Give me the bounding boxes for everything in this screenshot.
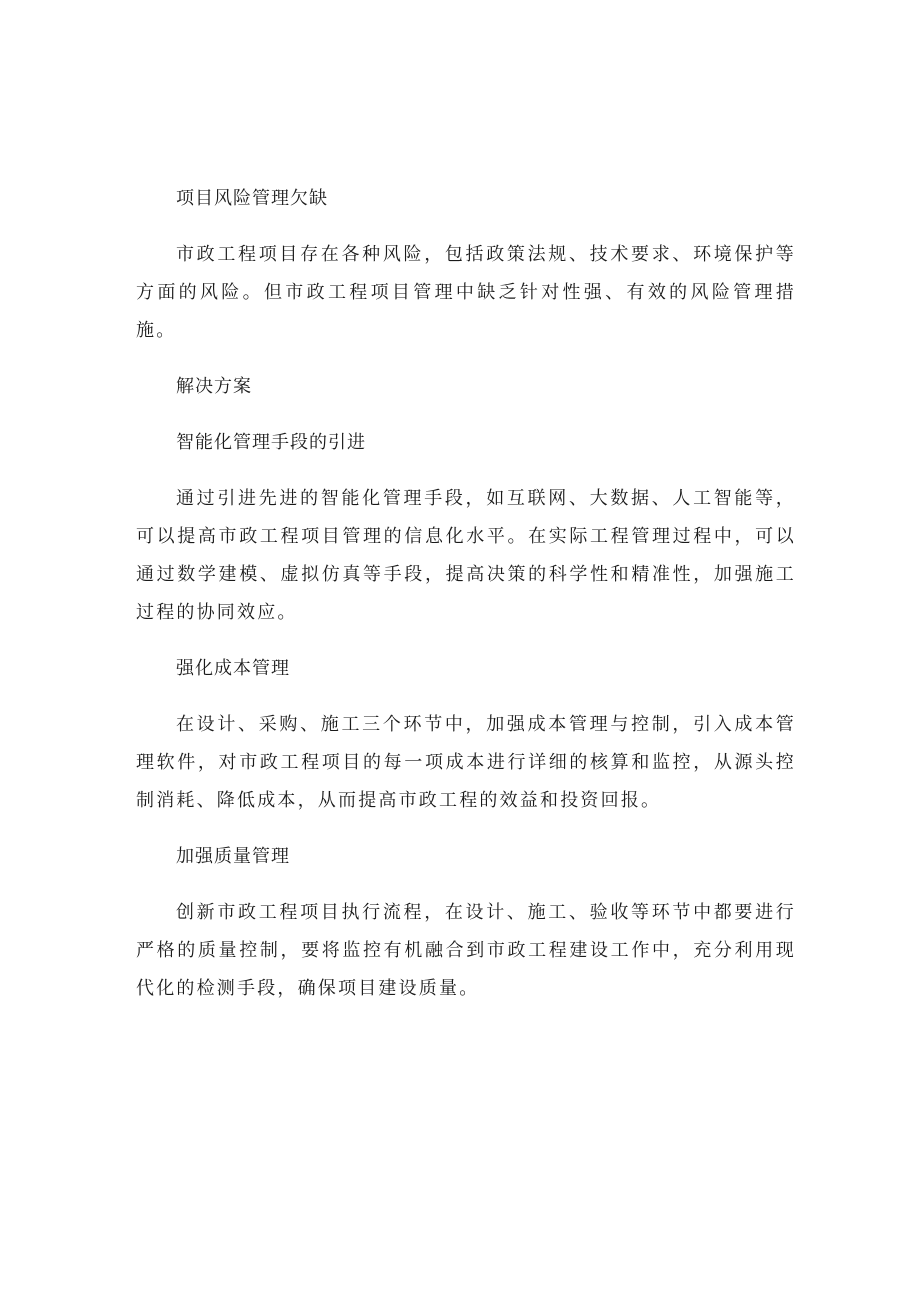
paragraph-quality-management: 创新市政工程项目执行流程，在设计、施工、验收等环节中都要进行严格的质量控制，要将监控有机融合到市政工程建设工作中，充分利用现代化的检测手段，确保项目建设质量。 xyxy=(136,902,796,999)
section-heading-solutions: 解决方案 xyxy=(176,376,252,397)
section-heading-intelligent-management: 智能化管理手段的引进 xyxy=(176,432,366,453)
paragraph-risk-management: 市政工程项目存在各种风险，包括政策法规、技术要求、环境保护等方面的风险。但市政工程项目管理中缺乏针对性强、有效的风险管理措施。 xyxy=(136,244,796,341)
section-heading-cost-management: 强化成本管理 xyxy=(176,658,290,679)
section-heading-risk-management: 项目风险管理欠缺 xyxy=(176,188,328,209)
paragraph-intelligent-management: 通过引进先进的智能化管理手段，如互联网、大数据、人工智能等，可以提高市政工程项目管理的信息化水平。在实际工程管理过程中，可以通过数学建模、虚拟仿真等手段，提高决策的科学性和精准性，加强施工过程的协同效应。 xyxy=(136,488,796,623)
paragraph-cost-management: 在设计、采购、施工三个环节中，加强成本管理与控制，引入成本管理软件，对市政工程项目的每一项成本进行详细的核算和监控，从源头控制消耗、降低成本，从而提高市政工程的效益和投资回报。 xyxy=(136,714,796,811)
document-body xyxy=(136,180,796,1026)
section-heading-quality-management: 加强质量管理 xyxy=(176,846,290,867)
